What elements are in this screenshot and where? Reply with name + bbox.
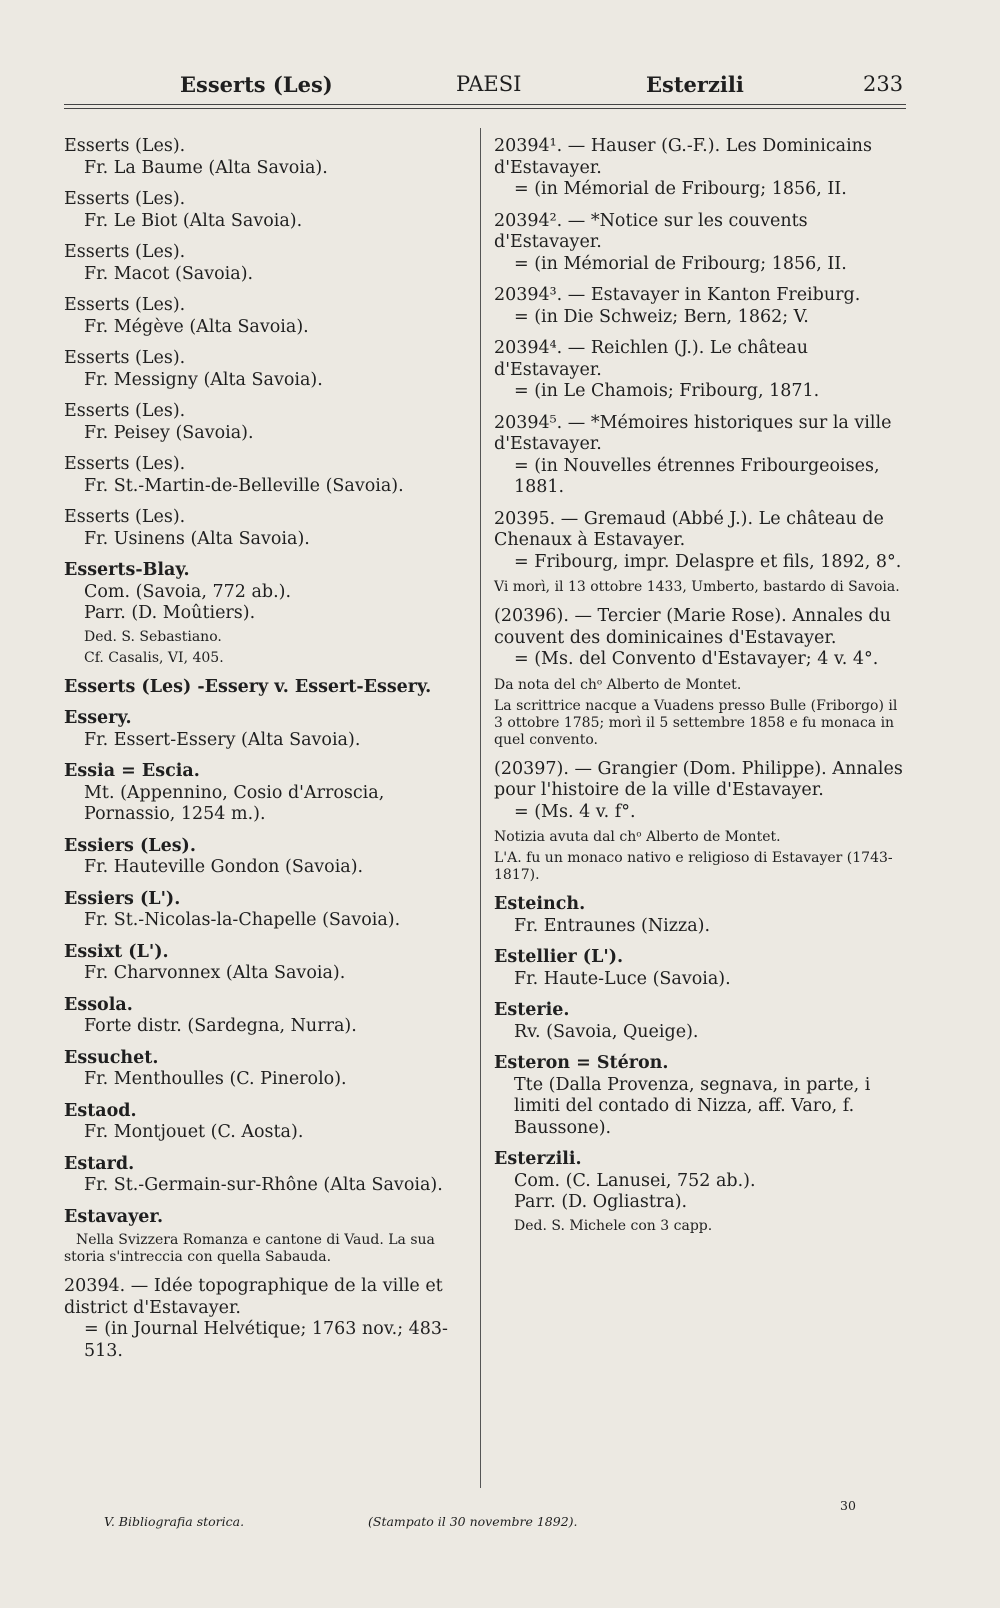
entry-citation: 20394². — *Notice sur les couvents d'Estavayer. <box>494 210 808 252</box>
entry <box>64 1101 472 1144</box>
entry <box>494 606 904 749</box>
entry-title: Essia = Escia. <box>64 761 200 781</box>
entry <box>494 947 904 990</box>
entry-detail: Fr. Entraunes (Nizza). <box>514 915 711 936</box>
entry-citation: 20395. — Gremaud (Abbé J.). Le château de Chenaux à Estavayer. <box>494 508 884 550</box>
entry <box>64 1048 472 1091</box>
entry <box>64 454 472 497</box>
entry <box>494 338 904 403</box>
entry-detail: Fr. Usinens (Alta Savoia). <box>84 528 310 549</box>
entry-note: Ded. S. Michele con 3 capp. <box>514 1217 713 1234</box>
entry-citation: 20394¹. — Hauser (G.-F.). Les Dominicains d'Estavayer. <box>494 136 872 178</box>
entry <box>64 942 472 985</box>
entry-title: Esserts (Les). <box>64 507 186 527</box>
entry-citation: (20396). — Tercier (Marie Rose). Annales du couvent des dominicaines d'Estavayer. <box>494 606 891 648</box>
entry <box>494 285 904 328</box>
entry-source: = (Ms. 4 v. f°. <box>514 801 636 822</box>
entry-detail: Fr. Charvonnex (Alta Savoia). <box>84 963 346 983</box>
header-rule <box>64 104 906 105</box>
entry <box>64 136 472 179</box>
left-column <box>64 136 472 1372</box>
entry-detail: Forte distr. (Sardegna, Nurra). <box>84 1016 357 1036</box>
entry-note: Cf. Casalis, VI, 405. <box>84 649 224 666</box>
entry <box>494 1149 904 1235</box>
entry-title: Esserts (Les). <box>64 136 186 156</box>
page-number: 233 <box>863 72 904 96</box>
footer-signature: 30 <box>840 1498 856 1513</box>
entry-title: Esterzili. <box>494 1149 582 1169</box>
entry <box>494 894 904 937</box>
entry-detail: Tte (Dalla Provenza, segnava, in parte, i limiti del contado di Nizza, aff. Varo, f. Baussone). <box>514 1074 871 1138</box>
entry-citation: 20394⁴. — Reichlen (J.). Le château d'Estavayer. <box>494 338 809 380</box>
entry-title: Esteron = Stéron. <box>494 1053 669 1073</box>
entry-detail: Fr. Montjouet (C. Aosta). <box>84 1122 304 1142</box>
entry-title: Estard. <box>64 1153 135 1174</box>
entry <box>494 509 904 597</box>
entry-title: Estaod. <box>64 1100 137 1121</box>
entry-title: Essuchet. <box>64 1047 159 1068</box>
entry-title: Essery. <box>64 708 132 728</box>
entry <box>64 242 472 285</box>
entry-title: Esteinch. <box>494 894 586 914</box>
column-divider <box>480 128 481 1488</box>
entry-title: Essiers (L'). <box>64 888 181 909</box>
entry <box>64 189 472 232</box>
entry <box>64 348 472 391</box>
entry-detail: Fr. Peisey (Savoia). <box>84 422 254 443</box>
entry-note: Nella Svizzera Romanza e cantone di Vaud. La sua storia s'intreccia con quella Sabauda. <box>64 1232 435 1265</box>
entry <box>64 401 472 444</box>
entry-title: Esserts (Les). <box>64 242 186 262</box>
entry-source: = (Ms. del Convento d'Estavayer; 4 v. 4°. <box>514 649 879 669</box>
right-column <box>494 136 904 1245</box>
entry-citation: (20397). — Grangier (Dom. Philippe). Annales pour l'histoire de la ville d'Estavayer. <box>494 758 903 800</box>
entry-detail: Fr. Essert-Essery (Alta Savoia). <box>84 729 361 750</box>
header-center-title: PAESI <box>456 72 522 96</box>
entry <box>64 1276 472 1362</box>
entry-title: Esserts (Les). <box>64 454 186 474</box>
entry-title: Essiers (Les). <box>64 835 196 856</box>
entry-detail: Mt. (Appennino, Cosio d'Arroscia, Pornassio, 1254 m.). <box>84 782 385 824</box>
entry-note: Da nota del chᵒ Alberto de Montet. <box>494 676 742 693</box>
entry-note: Vi morì, il 13 ottobre 1433, Umberto, bastardo di Savoia. <box>494 579 900 595</box>
entry-title: Essixt (L'). <box>64 941 169 962</box>
entry-detail: Fr. Messigny (Alta Savoia). <box>84 369 323 390</box>
entry <box>64 836 472 879</box>
entry-detail: Parr. (D. Moûtiers). <box>84 603 256 623</box>
entry <box>494 136 904 201</box>
entry-source: = (in Die Schweiz; Bern, 1862; V. <box>514 306 809 327</box>
entry-detail: Fr. Menthoulles (C. Pinerolo). <box>84 1069 347 1089</box>
entry <box>64 1154 472 1197</box>
entry-source: = (in Le Chamois; Fribourg, 1871. <box>514 381 820 401</box>
footer-left: V. Bibliografia storica. <box>104 1514 245 1529</box>
entry <box>494 1000 904 1043</box>
entry-title: Esserts (Les). <box>64 401 186 421</box>
entry-title: Esserts-Blay. <box>64 560 190 580</box>
entry-title: Esserts (Les). <box>64 189 186 209</box>
entry-note: Ded. S. Sebastiano. <box>84 628 222 645</box>
entry-note: Notizia avuta dal chᵒ Alberto de Montet. <box>494 829 781 845</box>
footer-center: (Stampato il 30 novembre 1892). <box>368 1514 578 1529</box>
entry-citation: 20394. — Idée topographique de la ville et district d'Estavayer. <box>64 1276 443 1318</box>
entry-source: = (in Journal Helvétique; 1763 nov.; 483-513. <box>84 1319 448 1361</box>
entry-crossref: Esserts (Les) -Essery v. Essert-Essery. <box>64 676 432 697</box>
entry <box>64 708 472 751</box>
entry-title: Estellier (L'). <box>494 947 624 967</box>
header-right-term: Esterzili <box>646 72 744 97</box>
entry <box>64 295 472 338</box>
entry-source: = (in Mémorial de Fribourg; 1856, II. <box>514 179 847 199</box>
entry-detail: Parr. (D. Ogliastra). <box>514 1192 688 1212</box>
entry-source: = (in Mémorial de Fribourg; 1856, II. <box>514 253 847 274</box>
entry-title: Estavayer. <box>64 1206 164 1227</box>
entry-detail: Fr. Haute-Luce (Savoia). <box>514 968 731 989</box>
entry-title: Esserts (Les). <box>64 348 186 368</box>
entry <box>64 1207 472 1267</box>
entry <box>494 759 904 885</box>
entry-title: Esserts (Les). <box>64 295 186 315</box>
entry-detail: Com. (Savoia, 772 ab.). <box>84 581 292 602</box>
entry <box>64 761 472 826</box>
entry-citation: 20394⁵. — *Mémoires historiques sur la ville d'Estavayer. <box>494 412 892 454</box>
entry-detail: Fr. St.-Martin-de-Belleville (Savoia). <box>84 475 404 496</box>
entry-note: La scrittrice nacque a Vuadens presso Bulle (Friborgo) il 3 ottobre 1785; morì il 5 settembre 1858 e fu monaca in quel convento. <box>494 697 898 748</box>
entry-detail: Fr. Macot (Savoia). <box>84 263 254 284</box>
running-header <box>0 66 1000 106</box>
entry <box>494 211 904 276</box>
entry-detail: Fr. Hauteville Gondon (Savoia). <box>84 857 364 877</box>
entry <box>494 1053 904 1139</box>
entry-note: L'A. fu un monaco nativo e religioso di Estavayer (1743-1817). <box>494 850 893 883</box>
entry-detail: Rv. (Savoia, Queige). <box>514 1021 699 1042</box>
entry <box>64 995 472 1038</box>
header-rule-thin <box>64 108 906 109</box>
entry <box>494 413 904 499</box>
header-left-term: Esserts (Les) <box>180 72 333 97</box>
entry-detail: Com. (C. Lanusei, 752 ab.). <box>514 1170 756 1191</box>
entry-source: = (in Nouvelles étrennes Fribourgeoises, 1881. <box>514 455 880 497</box>
entry <box>64 507 472 550</box>
entry <box>64 889 472 932</box>
entry-detail: Fr. La Baume (Alta Savoia). <box>84 157 328 178</box>
entry-detail: Fr. St.-Germain-sur-Rhône (Alta Savoia). <box>84 1175 443 1195</box>
entry-source: = Fribourg, impr. Delaspre et fils, 1892, 8°. <box>514 551 902 572</box>
entry <box>64 560 472 667</box>
entry-detail: Fr. Mégève (Alta Savoia). <box>84 316 309 337</box>
entry-detail: Fr. Le Biot (Alta Savoia). <box>84 210 303 231</box>
entry-detail: Fr. St.-Nicolas-la-Chapelle (Savoia). <box>84 910 401 930</box>
entry-citation: 20394³. — Estavayer in Kanton Freiburg. <box>494 285 861 305</box>
entry-title: Essola. <box>64 994 133 1015</box>
entry-title: Esterie. <box>494 1000 570 1020</box>
